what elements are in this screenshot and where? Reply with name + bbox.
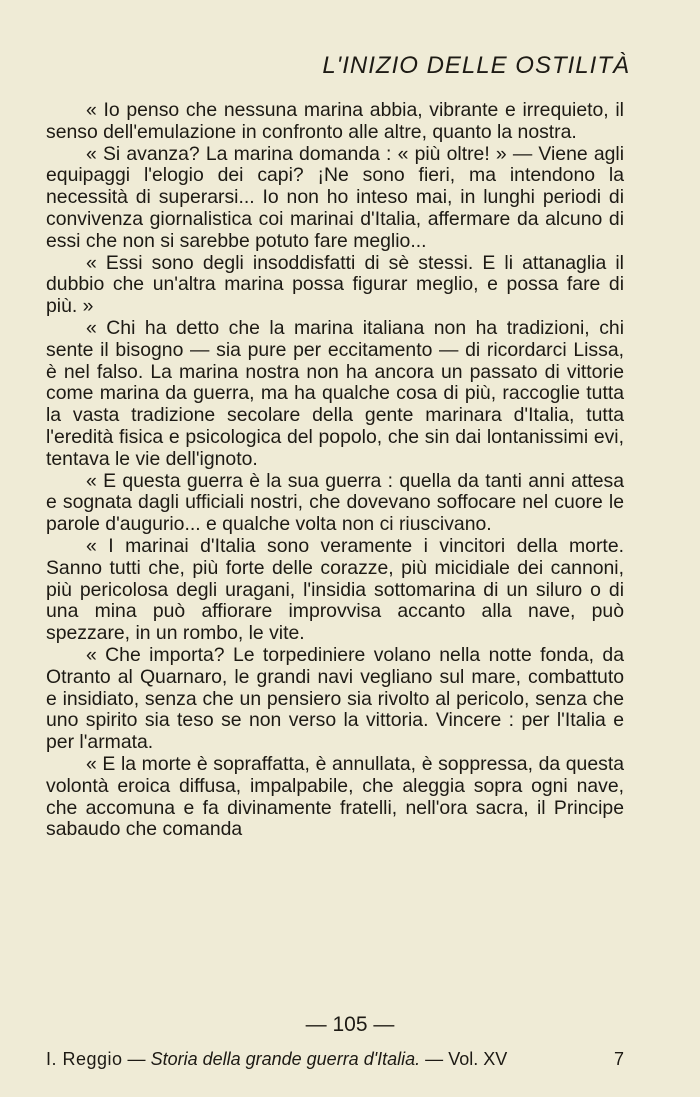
paragraph: « Chi ha detto che la marina italiana non ha tradizioni, chi sente il bisogno — sia pure per eccitamento — di ricordarci Lissa, è nel falso. La marina nostra non ha ancora un passato di vittorie come marina da guerra, ma ha qualche cosa di più, raccoglie tutta la vasta tradizione secolare della gente marinara d'Italia, tutta l'eredità fisica e psicologica del popolo, che sin dai lontanissimi evi, tentava le vie dell'ignoto. — [46, 316, 624, 470]
paragraph: « E la morte è sopraffatta, è annullata, è soppressa, da questa volontà eroica diffusa, impalpabile, che aleggia sopra ogni nave, che accomuna e fa divinamente fratelli, nell'ora sacra, il Principe sabaudo che comanda — [46, 752, 624, 841]
paragraph: « Che importa? Le torpediniere volano nella notte fonda, da Otranto al Quarnaro, le grandi navi vegliano sul mare, combattuto e insidiato, senza che un pensiero sia rivolto al pericolo, senza che uno spirito sia teso se non verso la vittoria. Vincere : per l'Italia e per l'armata. — [46, 643, 624, 754]
running-title: L'INIZIO DELLE OSTILITÀ — [322, 52, 630, 79]
footer-line — [46, 1049, 624, 1070]
paragraph: « Io penso che nessuna marina abbia, vibrante e irrequieto, il senso dell'emulazione in confronto alle altre, quanto la nostra. — [46, 99, 624, 143]
paragraph: « I marinai d'Italia sono veramente i vincitori della morte. Sanno tutti che, più forte delle corazze, più micidiale dei cannoni, più pericolosa degli uragani, l'insidia sottomarina di un siluro o di una mina può affiorare improvvisa accanto alla nave, può spezzare, in un rombo, le vite. — [46, 534, 624, 645]
footer-signature: 7 — [613, 1049, 624, 1069]
footer-author: I. Reggio — [46, 1049, 123, 1069]
paragraph: « Si avanza? La marina domanda : « più oltre! » — Viene agli equipaggi l'elogio dei capi? ¡Ne sono fieri, ma intendono la necessità di superarsi... Io non ho inteso mai, in lunghi periodi di convivenza giornalistica coi marinai d'Italia, affermare da alcuno di essi che non si sarebbe potuto fare meglio... — [46, 142, 624, 252]
footer-work-title: Storia della grande guerra d'Italia. — [150, 1049, 421, 1069]
footer-dash: — — [122, 1049, 151, 1069]
page-number: — 105 — — [305, 1013, 395, 1036]
footer-volume: Vol. XV — [448, 1049, 508, 1069]
paragraph: « E questa guerra è la sua guerra : quella da tanti anni attesa e sognata dagli ufficiali nostri, che dovevano soffocare nel cuore le parole d'augurio... e qualche volta non ci riuscivano. — [46, 469, 624, 536]
paragraph: « Essi sono degli insoddisfatti di sè stessi. E li attanaglia il dubbio che un'altra marina possa figurar meglio, e possa fare di più. » — [46, 251, 624, 318]
body-text — [46, 100, 624, 841]
footer-dash: — — [420, 1049, 449, 1069]
